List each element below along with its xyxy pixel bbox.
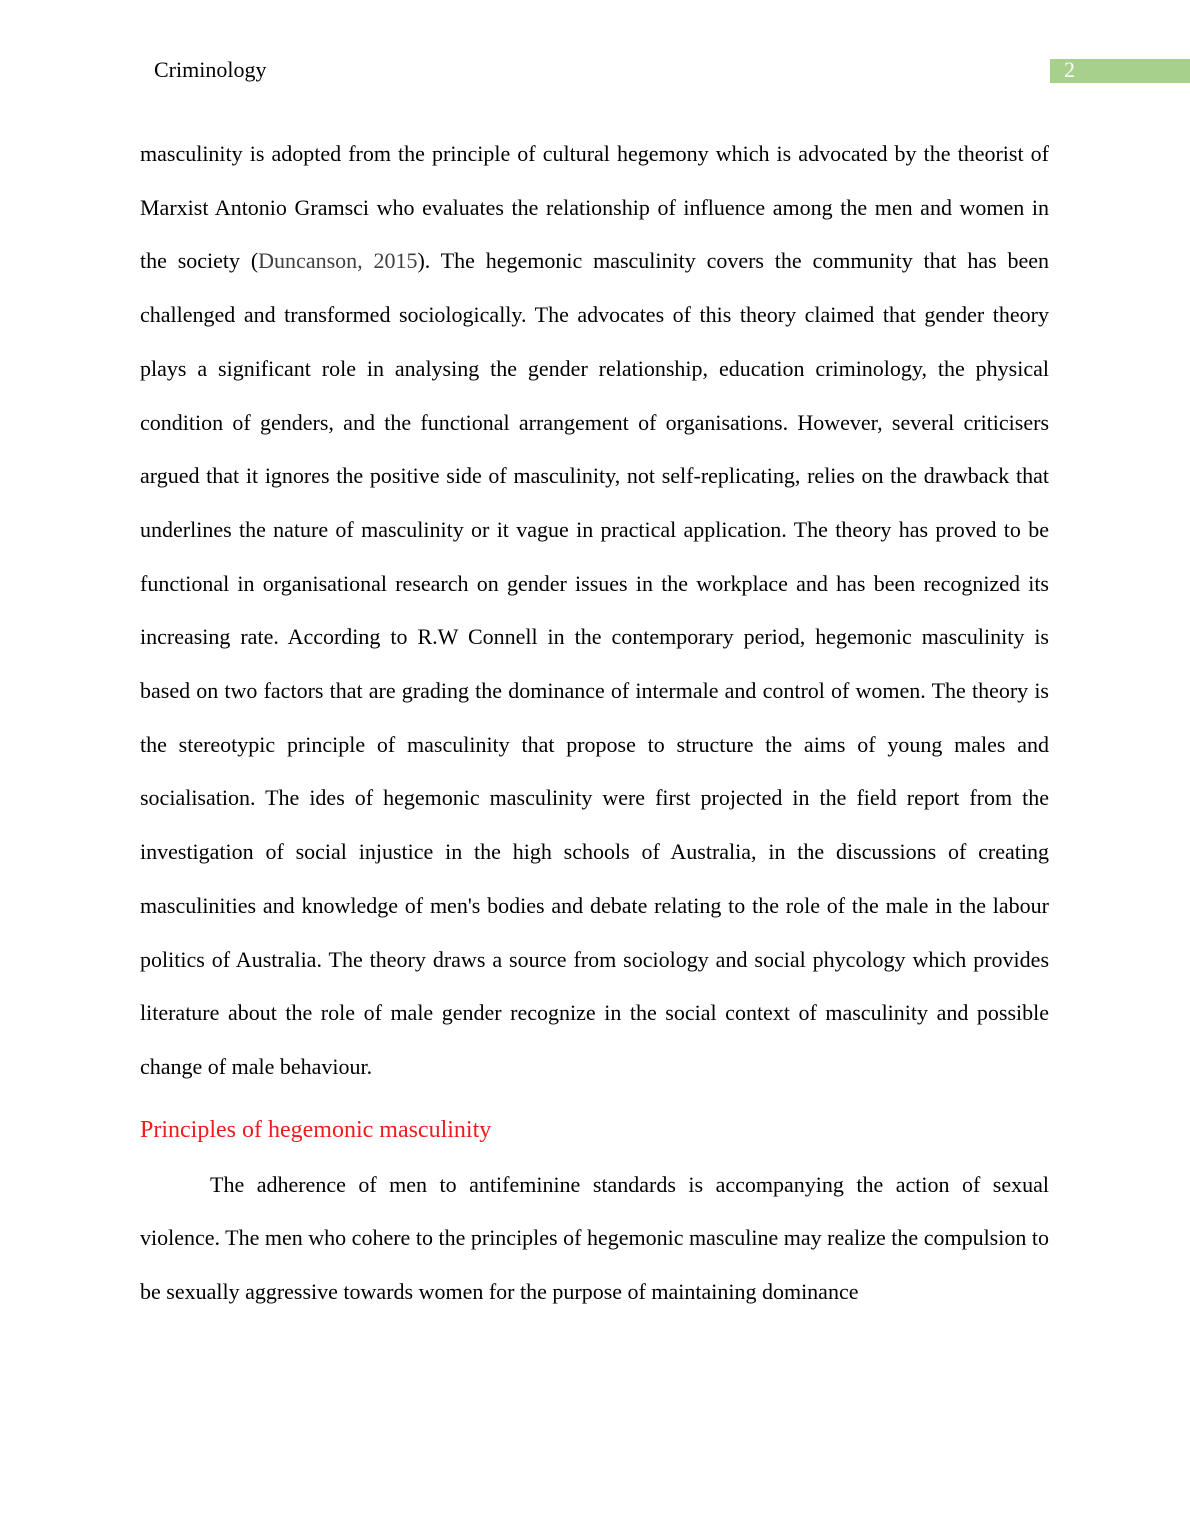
body-paragraph — [140, 127, 1049, 1094]
running-header-title: Criminology — [154, 57, 267, 82]
citation: Duncanson, 2015 — [258, 248, 418, 274]
section-paragraph: The adherence of men to antifeminine standards is accompanying the action of sexual violence. The men who cohere to the principles of hegemonic masculine may realize the compulsion to be sexually aggressive towards women for the purpose of maintaining dominance — [140, 1171, 1049, 1305]
page-number: 2 — [1064, 57, 1075, 82]
section-heading: Principles of hegemonic masculinity — [140, 1116, 492, 1143]
paragraph-text-after-citation: ). The hegemonic masculinity covers the community that has been challenged and transformed sociologically. The advocates of this theory claimed that gender theory plays a significant role in analysing the gender relationship, education criminology, the physical condition of genders, and the functional arrangement of organisations. However, several criticisers argued that it ignores the positive side of masculinity, not self-replicating, relies on the drawback that underlines the nature of masculinity or it vague in practical application. The theory has proved to be functional in organisational research on gender issues in the workplace and has been recognized its increasing rate. According to R.W Connell in the contemporary period, hegemonic masculinity is based on two factors that are grading the dominance of intermale and control of women. The theory is the stereotypic principle of masculinity that propose to structure the aims of young males and socialisation. The ides of hegemonic masculinity were first projected in the field report from the investigation of social injustice in the high schools of Australia, in the discussions of creating masculinities and knowledge of men's bodies and debate relating to the role of the male in the labour politics of Australia. The theory draws a source from sociology and social phycology which provides literature about the role of male gender recognize in the social context of masculinity and possible change of male behaviour. — [140, 248, 1050, 1079]
paragraph-text-before-citation: masculinity is adopted from the principle of cultural hegemony which is advocated by the theorist of Marxist Antonio Gramsci who evaluates the relationship of influence among the men and women in the society ( — [140, 141, 1049, 274]
document-body — [140, 127, 1049, 1319]
page-number-bar — [1050, 59, 1190, 83]
